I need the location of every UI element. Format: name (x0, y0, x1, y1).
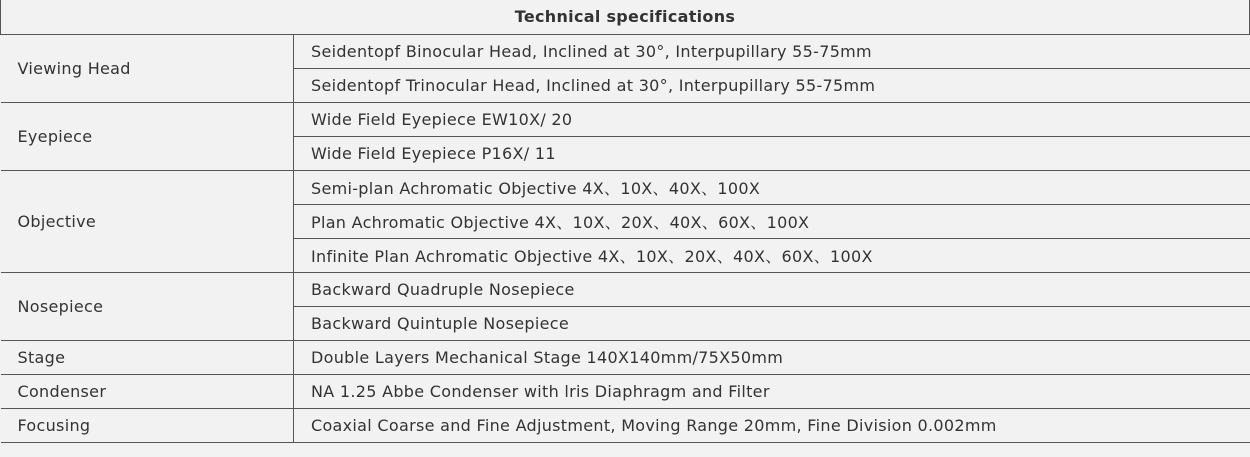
table-row (1, 340, 1250, 374)
table-row (1, 102, 1250, 136)
category-stage: Stage (1, 340, 294, 374)
spec-cell: Wide Field Eyepiece P16X/ 11 (294, 136, 1250, 170)
category-condenser: Condenser (1, 374, 294, 408)
category-viewing-head: Viewing Head (1, 34, 294, 102)
table-row (1, 374, 1250, 408)
spec-cell: Plan Achromatic Objective 4X、10X、20X、40X、60X、100X (294, 204, 1250, 238)
spec-cell: Infinite Plan Achromatic Objective 4X、10X、20X、40X、60X、100X (294, 238, 1250, 272)
spec-cell: Backward Quintuple Nosepiece (294, 306, 1250, 340)
category-objective: Objective (1, 170, 294, 272)
spec-cell: Double Layers Mechanical Stage 140X140mm/75X50mm (294, 340, 1250, 374)
category-eyepiece: Eyepiece (1, 102, 294, 170)
spec-cell: Backward Quadruple Nosepiece (294, 272, 1250, 306)
category-focusing: Focusing (1, 408, 294, 442)
table-title: Technical specifications (1, 0, 1250, 34)
spec-cell: Seidentopf Binocular Head, Inclined at 30°, Interpupillary 55-75mm (294, 34, 1250, 68)
table-row (1, 34, 1250, 68)
spec-cell: Coaxial Coarse and Fine Adjustment, Moving Range 20mm, Fine Division 0.002mm (294, 408, 1250, 442)
table-row (1, 170, 1250, 204)
spec-cell: Semi-plan Achromatic Objective 4X、10X、40X、100X (294, 170, 1250, 204)
category-nosepiece: Nosepiece (1, 272, 294, 340)
table-row (1, 272, 1250, 306)
spec-cell: NA 1.25 Abbe Condenser with lris Diaphragm and Filter (294, 374, 1250, 408)
table-row (1, 408, 1250, 442)
spec-cell: Wide Field Eyepiece EW10X/ 20 (294, 102, 1250, 136)
table-header-row (1, 0, 1250, 34)
spec-cell: Seidentopf Trinocular Head, Inclined at 30°, Interpupillary 55-75mm (294, 68, 1250, 102)
